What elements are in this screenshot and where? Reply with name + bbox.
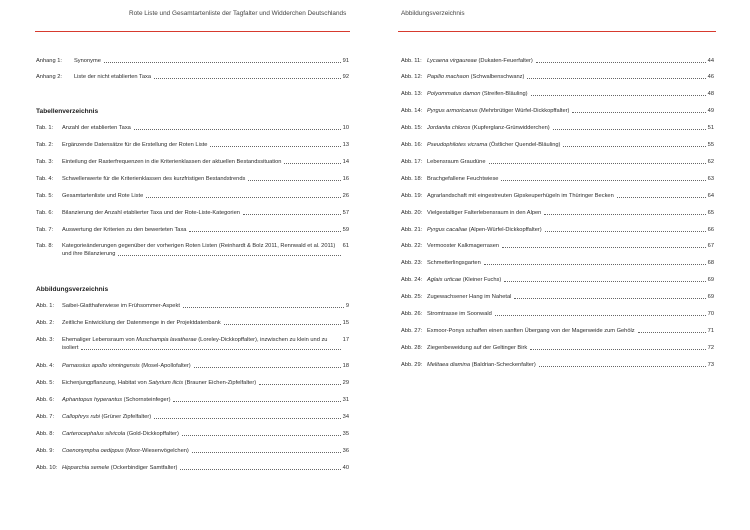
entry-title-text	[427, 260, 482, 266]
species-name: Satyrium ilicis	[148, 380, 184, 386]
page-number: 55	[707, 142, 714, 148]
common-name: (Ockerbindiger Samtfalter)	[109, 465, 178, 471]
entry-label: Abb. 18:	[401, 176, 423, 182]
entry-label: Abb. 6:	[36, 397, 55, 403]
dot-leader	[210, 146, 340, 147]
dot-leader	[224, 324, 341, 325]
page-number: 36	[342, 448, 349, 454]
title-prefix: Eichenjungpflanzung, Habitat von	[62, 380, 149, 386]
entry-label: Abb. 11:	[401, 58, 422, 64]
dot-leader	[544, 214, 705, 215]
species-name: Muschampia lavatherae	[136, 337, 197, 343]
entry-title-text	[62, 159, 282, 165]
dot-leader	[572, 112, 705, 113]
page-number: 31	[342, 397, 349, 403]
dot-leader	[484, 264, 706, 265]
entry-label: Abb. 2:	[36, 320, 55, 326]
page-number: 69	[707, 277, 714, 283]
common-name: (Schwalbenschwanz)	[469, 74, 525, 80]
title-text: Agrarlandschaft mit eingestreuten Gipskeuperhügeln im Thüringer Becken	[427, 193, 614, 199]
page-number: 40	[342, 465, 349, 471]
species-name: Coenonympha oedippus	[62, 448, 124, 454]
common-name: (Streifen-Bläuling)	[480, 91, 528, 97]
entry-label: Abb. 14:	[401, 108, 423, 114]
entry-title-text	[427, 176, 499, 182]
dot-leader	[617, 197, 706, 198]
page-number: 68	[707, 260, 714, 266]
entry-label: Abb. 20:	[401, 210, 423, 216]
entry-title-text	[427, 362, 537, 368]
entry-label: Tab. 5:	[36, 193, 54, 199]
entry-label: Abb. 9:	[36, 448, 55, 454]
dot-leader	[189, 231, 340, 232]
entry-title-text	[427, 210, 542, 216]
page-number: 17	[342, 337, 349, 343]
species-name: Pyrgus armoricanus	[427, 108, 478, 114]
entry-label: Abb. 23:	[401, 260, 423, 266]
dot-leader	[539, 366, 706, 367]
common-name: (Dukaten-Feuerfalter)	[476, 58, 533, 64]
dot-leader	[192, 452, 341, 453]
title-text: Stromtrasse im Soonwald	[427, 311, 492, 317]
entry-label: Abb. 4:	[36, 363, 55, 369]
title-text: Synonyme	[74, 58, 101, 64]
entry-title-text	[62, 125, 132, 131]
page-number: 72	[707, 345, 714, 351]
entry-label: Abb. 29:	[401, 362, 423, 368]
entry-label: Abb. 5:	[36, 380, 55, 386]
page-number: 59	[342, 227, 349, 233]
page-number: 91	[342, 58, 349, 64]
page-number: 44	[707, 58, 714, 64]
species-name: Jordanita chloros	[427, 125, 471, 131]
entry-label: Abb. 3:	[36, 337, 55, 343]
entry-title-text	[427, 91, 529, 97]
entry-label: Abb. 19:	[401, 193, 423, 199]
title-text: Brachgefallene Feuchtwiese	[427, 176, 499, 182]
page-number: 34	[342, 414, 349, 420]
page-number: 26	[342, 193, 349, 199]
entry-title-text	[427, 345, 528, 351]
entry-title-text	[62, 414, 152, 420]
entry-title-text	[427, 243, 500, 249]
entry-title-text	[62, 363, 192, 369]
entry-label: Abb. 21:	[401, 227, 423, 233]
dot-leader	[118, 255, 340, 256]
title-text: Gesamtartenliste und Rote Liste	[62, 193, 144, 199]
species-name: Parnassius apollo vinningensis	[62, 363, 140, 369]
species-name: Lycaena virgaureae	[427, 58, 477, 64]
dot-leader	[194, 367, 341, 368]
title-text: Einteilung der Rasterfrequenzen in die Kriterienklassen der aktuellen Bestandssituation	[62, 159, 282, 165]
title-text: Ziegenbeweidung auf der Geltinger Birk	[427, 345, 528, 351]
species-name: Aglais urticae	[427, 277, 462, 283]
dot-leader	[514, 298, 705, 299]
page-number: 62	[707, 159, 714, 165]
title-text: Auswertung der Kriterien zu den bewerteten Taxa	[62, 227, 187, 233]
page-number: 9	[345, 303, 349, 309]
entry-label: Abb. 1:	[36, 303, 55, 309]
entry-label: Tab. 4:	[36, 176, 54, 182]
entry-title-text	[427, 58, 534, 64]
entry-title-text	[62, 227, 187, 233]
common-name: (Brauner Eichen-Zipfelfalter)	[183, 380, 257, 386]
dot-leader	[104, 62, 341, 63]
entry-label: Abb. 10:	[36, 465, 58, 471]
title-text: Ergänzende Datensätze für die Erstellung der Roten Liste	[62, 142, 208, 148]
entry-title-text	[427, 125, 551, 131]
dot-leader	[527, 78, 705, 79]
page-number: 35	[342, 431, 349, 437]
page-number: 46	[707, 74, 714, 80]
species-name: Papilio machaon	[427, 74, 470, 80]
dot-leader	[553, 129, 706, 130]
toc-entry	[36, 336, 349, 353]
page-number: 65	[707, 210, 714, 216]
species-name: Callophrys rubi	[62, 414, 100, 420]
entry-label: Abb. 24:	[401, 277, 423, 283]
page-number: 63	[707, 176, 714, 182]
common-name: (Kleiner Fuchs)	[461, 277, 502, 283]
dot-leader	[154, 78, 341, 79]
title-text: Bilanzierung der Anzahl etablierter Taxa und der Rote-Liste-Kategorien	[62, 210, 240, 216]
page-number: 92	[342, 74, 349, 80]
running-header-left: Rote Liste und Gesamtartenliste der Tagfalter und Widderchen Deutschlands	[129, 10, 347, 17]
common-name: (Schornsteinfeger)	[122, 397, 171, 403]
species-name: Hipparchia semele	[62, 465, 110, 471]
entry-label: Tab. 7:	[36, 227, 54, 233]
page-number: 48	[707, 91, 714, 97]
species-name: Polyommatus damon	[427, 91, 481, 97]
page-number: 14	[342, 159, 349, 165]
left-column	[36, 50, 349, 490]
dot-leader	[530, 349, 705, 350]
dot-leader	[563, 146, 705, 147]
title-text: Schmetterlingsgarten	[427, 260, 481, 266]
tables-heading: Tabellenverzeichnis	[36, 108, 99, 115]
header-rule-right	[398, 31, 716, 32]
entry-title-text	[62, 303, 181, 309]
entry-label: Tab. 3:	[36, 159, 54, 165]
common-name: (Östlicher Quendel-Bläuling)	[487, 142, 561, 148]
dot-leader	[536, 62, 706, 63]
dot-leader	[183, 307, 344, 308]
entry-label: Abb. 28:	[401, 345, 423, 351]
entry-label: Abb. 22:	[401, 243, 423, 249]
dot-leader	[545, 231, 706, 232]
entry-label: Abb. 27:	[401, 328, 423, 334]
species-name: Pyrgus cacaliae	[427, 227, 468, 233]
page-number: 64	[707, 193, 714, 199]
page-number: 66	[707, 227, 714, 233]
dot-leader	[638, 332, 706, 333]
toc-entry	[36, 242, 349, 259]
page-number: 51	[707, 125, 714, 131]
entry-title-text	[62, 320, 222, 326]
species-name: Carterocephalus silvicola	[62, 431, 126, 437]
entry-label: Abb. 7:	[36, 414, 55, 420]
dot-leader	[284, 163, 340, 164]
dot-leader	[154, 418, 341, 419]
entry-title-text	[62, 431, 180, 437]
entry-title-text	[62, 176, 246, 182]
entry-label: Abb. 16:	[401, 142, 423, 148]
page-number: 29	[342, 380, 349, 386]
right-column	[401, 50, 714, 490]
entry-label: Abb. 17:	[401, 159, 423, 165]
dot-leader	[81, 349, 340, 350]
page-number: 73	[707, 362, 714, 368]
entry-title-text	[62, 448, 190, 454]
figures-heading: Abbildungsverzeichnis	[36, 286, 109, 293]
common-name: (Baldrian-Scheckenfalter)	[470, 362, 536, 368]
entry-title-text	[62, 465, 178, 471]
title-text: Vielgestaltiger Falterlebensraum in den Alpen	[427, 210, 542, 216]
dot-leader	[259, 384, 341, 385]
page-number: 10	[342, 125, 349, 131]
title-text: Liste der nicht etablierten Taxa	[74, 74, 152, 80]
page-number: 15	[342, 320, 349, 326]
entry-label: Abb. 15:	[401, 125, 423, 131]
entry-title-text	[62, 142, 208, 148]
page-number: 57	[342, 210, 349, 216]
entry-title-text	[62, 193, 144, 199]
entry-title-text	[427, 328, 636, 334]
dot-leader	[182, 435, 341, 436]
common-name: (Mehrbrütiger Würfel-Dickkopffalter)	[477, 108, 570, 114]
entry-label: Tab. 8:	[36, 243, 54, 249]
entry-label: Abb. 25:	[401, 294, 423, 300]
entry-title-text	[427, 227, 543, 233]
page-number: 67	[707, 243, 714, 249]
entry-label: Tab. 1:	[36, 125, 54, 131]
common-name: (Moor-Wiesenvögelchen)	[123, 448, 189, 454]
title-text: Saibei-Glatthaferwiese im Frühsommer-Aspekt	[62, 303, 180, 309]
title-text: Schwellenwerte für die Kriterienklassen des kurzfristigen Bestandstrends	[62, 176, 246, 182]
title-text: Zugewachsener Hang im Nahetal	[427, 294, 512, 300]
entry-title-text	[427, 108, 570, 114]
dot-leader	[243, 214, 341, 215]
title-text: Exmoor-Ponys schaffen einen sanften Übergang von der Magerweide zum Gehölz	[427, 328, 635, 334]
title-text: Vermooster Kalkmagerrasen	[427, 243, 500, 249]
entry-title-text	[74, 74, 152, 80]
title-text: Zeitliche Entwicklung der Datenmenge in der Projektdatenbank	[62, 320, 221, 326]
running-header-right: Abbildungsverzeichnis	[401, 10, 465, 17]
entry-label: Abb. 26:	[401, 311, 423, 317]
dot-leader	[501, 180, 705, 181]
dot-leader	[173, 401, 340, 402]
dot-leader	[146, 197, 340, 198]
header-rule-left	[35, 31, 350, 32]
dot-leader	[502, 247, 706, 248]
entry-label: Abb. 8:	[36, 431, 55, 437]
title-text: Anzahl der etablierten Taxa	[62, 125, 131, 131]
page-number: 61	[342, 243, 349, 249]
entry-label: Tab. 6:	[36, 210, 54, 216]
entry-title-text	[427, 74, 525, 80]
entry-label: Anhang 1:	[36, 58, 62, 64]
dot-leader	[134, 129, 341, 130]
entry-title-text	[427, 277, 502, 283]
page-number: 49	[707, 108, 714, 114]
title-text: Kategorieänderungen gegenüber der vorherigen Roten Listen (Reinhardt & Bolz 2011, Rennwald et al. 2011) und ihre Bilanzierung	[62, 243, 336, 258]
common-name: (Grüner Zipfelfalter)	[99, 414, 152, 420]
entry-title-text	[427, 159, 487, 165]
common-name: (Kupferglanz-Grünwidderchen)	[470, 125, 550, 131]
species-name: Aphantopus hyperantus	[62, 397, 123, 403]
dot-leader	[180, 469, 340, 470]
common-name: (Mosel-Apollofalter)	[139, 363, 191, 369]
entry-title-text	[62, 380, 257, 386]
page-number: 18	[342, 363, 349, 369]
species-name: Melitaea diamina	[427, 362, 470, 368]
entry-label: Abb. 12:	[401, 74, 423, 80]
page-number: 70	[707, 311, 714, 317]
page-number: 71	[707, 328, 714, 334]
entry-title-text	[62, 210, 241, 216]
page-number: 69	[707, 294, 714, 300]
common-name: (Loreley-Dickkopffalter), inzwischen zu klein und zu isoliert	[62, 337, 328, 352]
entry-label: Tab. 2:	[36, 142, 54, 148]
entry-title-text	[62, 397, 171, 403]
dot-leader	[504, 281, 705, 282]
dot-leader	[531, 95, 706, 96]
common-name: (Alpen-Würfel-Dickkopffalter)	[467, 227, 542, 233]
common-name: (Gold-Dickkopffalter)	[125, 431, 179, 437]
species-name: Pseudophilotes vicrama	[427, 142, 488, 148]
dot-leader	[495, 315, 706, 316]
entry-label: Anhang 2:	[36, 74, 62, 80]
dot-leader	[489, 163, 706, 164]
entry-title-text	[427, 311, 493, 317]
entry-title-text	[427, 294, 512, 300]
title-text: Lebensraum Graudüne	[427, 159, 486, 165]
page-number: 16	[342, 176, 349, 182]
page-number: 13	[342, 142, 349, 148]
entry-title-text	[427, 142, 561, 148]
entry-label: Abb. 13:	[401, 91, 423, 97]
title-prefix: Ehemaliger Lebensraum von	[62, 337, 137, 343]
dot-leader	[248, 180, 340, 181]
entry-title-text	[427, 193, 615, 199]
entry-title-text	[74, 58, 102, 64]
